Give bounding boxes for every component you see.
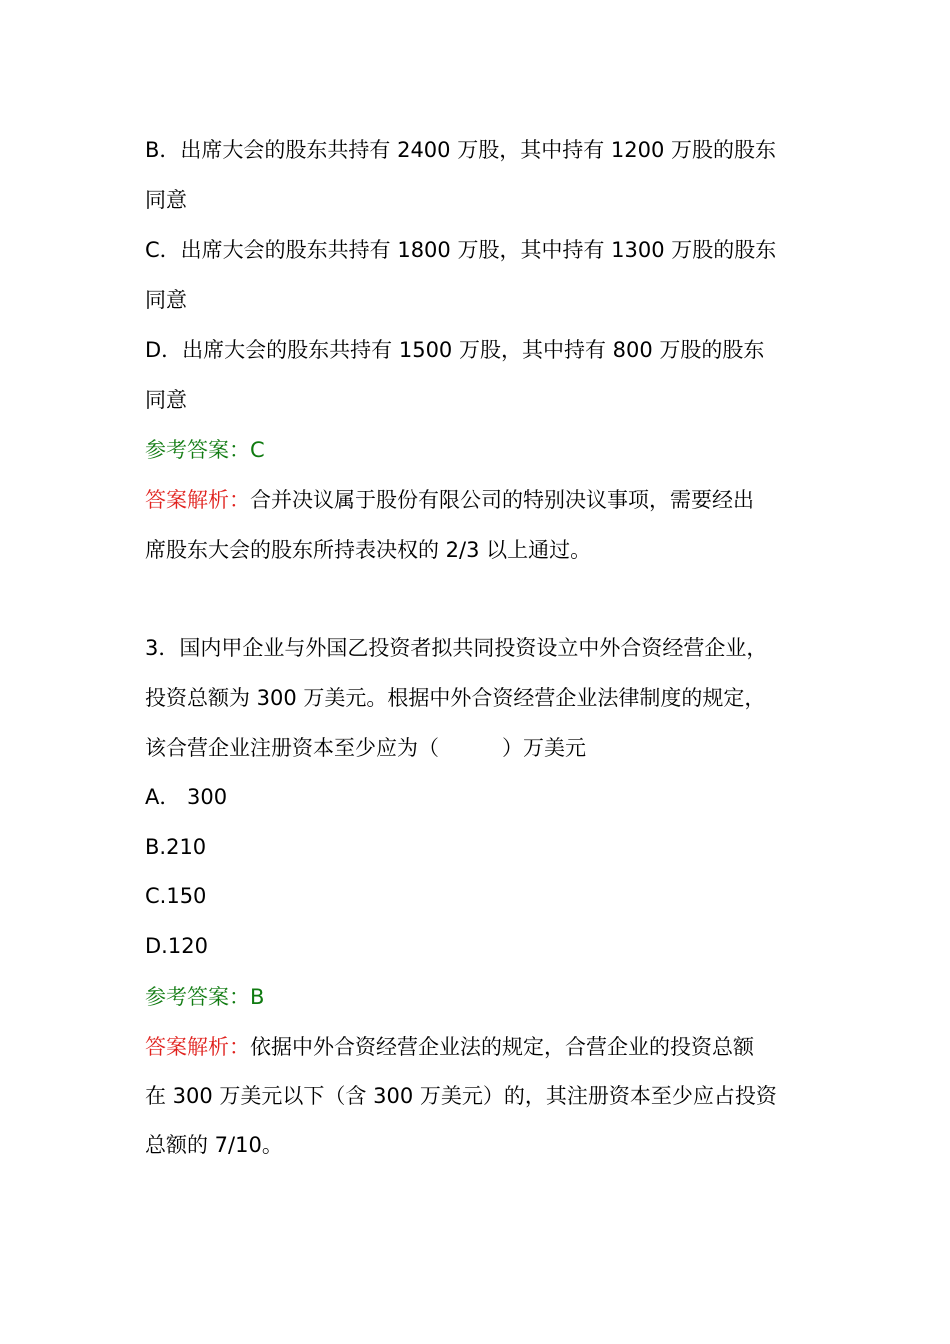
q2-option-d-line2: 同意 — [145, 388, 187, 412]
q2-answer — [145, 436, 825, 464]
q2-option-d-line1: D．出席大会的股东共持有 1500 万股，其中持有 800 万股的股东 — [145, 338, 765, 362]
q3-analysis-line1 — [145, 1033, 825, 1061]
q3-option-d: D.120 — [145, 934, 208, 958]
q2-option-c-line1: C．出席大会的股东共持有 1800 万股，其中持有 1300 万股的股东 — [145, 238, 777, 262]
q2-analysis-text1: 合并决议属于股份有限公司的特别决议事项，需要经出 — [250, 488, 754, 512]
q3-question-line1: 3．国内甲企业与外国乙投资者拟共同投资设立中外合资经营企业， — [145, 636, 768, 660]
q3-question-line2: 投资总额为 300 万美元。根据中外合资经营企业法律制度的规定， — [145, 686, 766, 710]
q2-analysis-line2: 席股东大会的股东所持表决权的 2/3 以上通过。 — [145, 538, 592, 562]
q2-option-b-line2: 同意 — [145, 188, 187, 212]
q2-analysis-label: 答案解析： — [145, 488, 250, 512]
q2-answer-label: 参考答案： — [145, 438, 250, 462]
q3-analysis-line2: 在 300 万美元以下（含 300 万美元）的，其注册资本至少应占投资 — [145, 1084, 777, 1108]
q3-analysis-label: 答案解析： — [145, 1035, 250, 1059]
q2-answer-value: C — [250, 438, 265, 462]
q2-analysis-line1 — [145, 486, 825, 514]
q3-question-line3: 该合营企业注册资本至少应为（ ）万美元 — [145, 736, 586, 760]
q2-option-b-line1: B．出席大会的股东共持有 2400 万股，其中持有 1200 万股的股东 — [145, 138, 776, 162]
q3-answer — [145, 983, 825, 1011]
q3-analysis-line3: 总额的 7/10。 — [145, 1133, 283, 1157]
q3-answer-label: 参考答案： — [145, 985, 250, 1009]
q2-option-c-line2: 同意 — [145, 288, 187, 312]
q3-option-b: B.210 — [145, 835, 207, 859]
q3-option-c: C.150 — [145, 884, 207, 908]
q3-answer-value: B — [250, 985, 265, 1009]
q3-analysis-text1: 依据中外合资经营企业法的规定，合营企业的投资总额 — [250, 1035, 754, 1059]
q3-option-a: A． 300 — [145, 785, 228, 809]
